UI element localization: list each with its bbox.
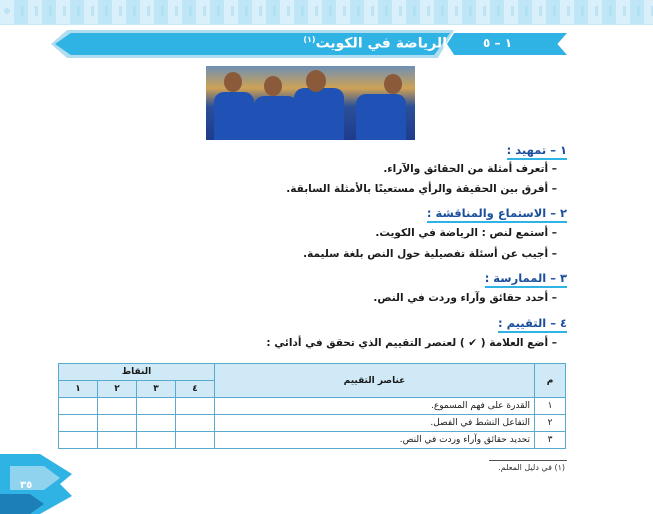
points-cell[interactable] [98, 432, 137, 449]
player-figure [214, 92, 254, 140]
section-heading: ٣ – الممارسة : [485, 271, 567, 285]
column-header-items: عناصر التقييم [215, 364, 535, 398]
top-decorative-band [0, 0, 653, 25]
lesson-number: ١ – ٥ [483, 36, 513, 50]
column-header-points: النقاط [59, 364, 215, 381]
section-line: – أستمع لنص : الرياضة في الكويت. [375, 227, 557, 239]
section-line: – أضع العلامة ( ✔ ) لعنصر التقييم الذي تحقق في أدائي : [266, 337, 557, 349]
lesson-title-note: (١) [303, 35, 316, 44]
table-row [59, 415, 566, 432]
player-figure [356, 94, 406, 140]
table-row [59, 398, 566, 415]
row-item: القدرة على فهم المسموع. [215, 398, 535, 415]
section-line: – أتعرف أمثلة من الحقائق والآراء. [383, 163, 557, 175]
footnote-divider [489, 460, 567, 461]
player-head [224, 72, 242, 92]
column-header-number: م [535, 364, 566, 398]
player-figure [294, 88, 344, 140]
points-cell[interactable] [137, 415, 176, 432]
player-figure [254, 96, 298, 140]
table-header-row [59, 364, 566, 381]
evaluation-table [58, 363, 566, 449]
player-head [384, 74, 402, 94]
points-cell[interactable] [176, 432, 215, 449]
player-head [306, 70, 326, 92]
lesson-title-text: الرياضة في الكويت [315, 35, 447, 52]
page-corner-decoration [0, 454, 72, 514]
points-cell[interactable] [59, 398, 98, 415]
row-number: ١ [535, 398, 566, 415]
points-cell[interactable] [59, 432, 98, 449]
points-column-header: ٤ [176, 381, 215, 398]
points-cell[interactable] [176, 398, 215, 415]
points-cell[interactable] [137, 432, 176, 449]
points-column-header: ١ [59, 381, 98, 398]
page-number: ٣٥ [20, 480, 33, 491]
points-column-header: ٣ [137, 381, 176, 398]
footnote: (١) في دليل المعلم. [498, 463, 565, 472]
points-column-header: ٢ [98, 381, 137, 398]
lesson-header [55, 33, 567, 55]
player-head [264, 76, 282, 96]
section-heading: ١ – تمهيد : [507, 143, 567, 157]
points-cell[interactable] [137, 398, 176, 415]
points-cell[interactable] [176, 415, 215, 432]
section-line: – أجيب عن أسئلة تفصيلية حول النص بلغة سليمة. [303, 248, 557, 260]
football-players-photo [206, 66, 415, 140]
points-cell[interactable] [98, 398, 137, 415]
section-line: – أحدد حقائق وآراء وردت في النص. [373, 292, 557, 304]
row-number: ٢ [535, 415, 566, 432]
section-heading: ٢ – الاستماع والمناقشة : [427, 206, 567, 220]
section-heading: ٤ – التقييم : [498, 316, 567, 330]
points-cell[interactable] [59, 415, 98, 432]
points-cell[interactable] [98, 415, 137, 432]
table-row [59, 432, 566, 449]
row-item: تحديد حقائق وآراء وردت في النص. [215, 432, 535, 449]
row-number: ٣ [535, 432, 566, 449]
row-item: التفاعل النشط في الفصل. [215, 415, 535, 432]
lesson-title [303, 35, 447, 52]
section-line: – أفرق بين الحقيقة والرأي مستعينًا بالأمثلة السابقة. [286, 183, 557, 195]
